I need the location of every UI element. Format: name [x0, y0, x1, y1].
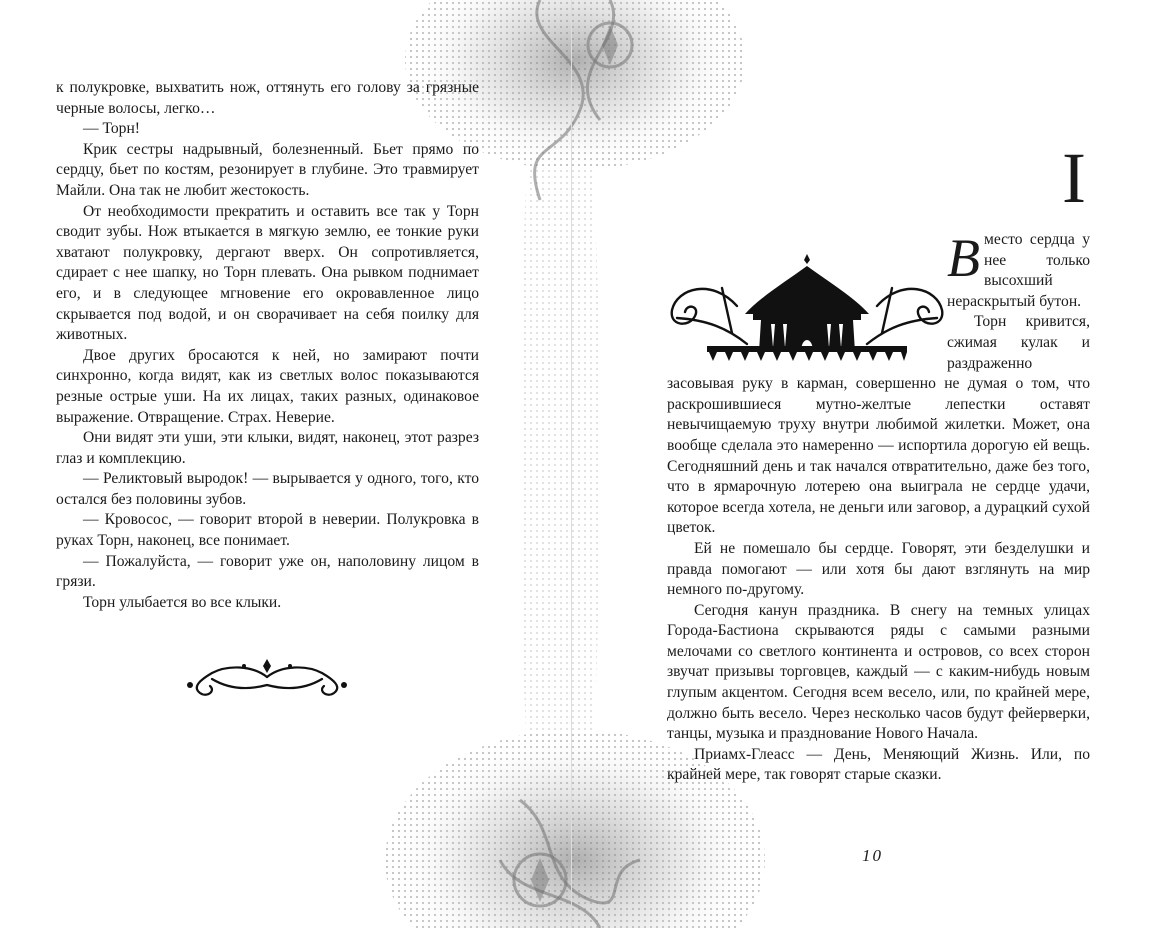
- paragraph: Приамх-Глеасс — День, Меняющий Жизнь. Или, по крайней мере, так говорят старые сказки.: [667, 745, 1090, 784]
- paragraph: Торн улыбается во все клыки.: [83, 593, 282, 611]
- paragraph: Сегодня канун праздника. В снегу на темных улицах Города-Бастиона скрываются ряды с самыми разными мелочами со светлого континента и островов, со всех сторон звучат призывы торговцев, каждый — с каким-нибудь новым глупым акцентом. Сегодня всем весело, или, по крайней мере, должно быть весело. Через несколько часов будут фейерверки, танцы, музыка и празднование Нового Начала.: [667, 601, 1090, 743]
- right-page-text: [667, 230, 1090, 786]
- right-page: [572, 0, 1151, 928]
- left-page-text: [56, 78, 479, 613]
- paragraph: — Пожалуйста, — говорит уже он, наполовину лицом в грязи.: [56, 552, 479, 591]
- paragraph: От необходимости прекратить и оставить все так у Торн сводит зубы. Нож втыкается в мягкую землю, ее тонкие руки хватают полукровку, дергают вверх. Он сопротивляется, сдирает с нее шапку, но Торн плевать. Она рывком поднимает его, и в следующее мгновение его окровавленное лицо скрывается под водой, и он сворачивает на себя поилку для животных.: [56, 202, 479, 344]
- page-number: 10: [862, 846, 883, 865]
- left-page: [0, 0, 572, 928]
- paragraph: — Торн!: [83, 120, 140, 138]
- first-paragraph-text: место сердца у нее только высохший нераскрытый бутон.: [947, 231, 1090, 310]
- paragraph: Они видят эти уши, эти клыки, видят, наконец, этот разрез глаз и комплекцию.: [56, 429, 479, 467]
- paragraph: Двое других бросаются к ней, но замирают почти синхронно, когда видят, как из светлых волос показываются резные острые уши. На их лицах, таких разных, одинаковое выражение. Отвращение. Страх. Неверие.: [56, 346, 479, 426]
- emblem-wrap-space: [667, 230, 947, 370]
- paragraph: Торн кривится, сжимая кулак и раздраженно засовывая руку в карман, совершенно не думая о том, что раскрошившиеся мутно-желтые лепестки оставят невычищаемую труху внутри любимой жилетки. Может, она вообще сделала это намеренно — испортила дорогую ей вещь. Сегодняшний день и так начался отвратительно, даже без того, что в ярмарочную лотерею она выиграла не сердце удачи, которое всегда хотела, не деньги или заговор, а дурацкий сухой цветок.: [667, 313, 1090, 537]
- paragraph: Ей не помешало бы сердце. Говорят, эти безделушки и правда помогают — или хотя бы дают взглянуть на мир немного по-другому.: [667, 539, 1090, 599]
- drop-cap: В: [947, 228, 980, 288]
- scroll-divider-ornament: [182, 655, 352, 701]
- paragraph: — Реликтовый выродок! — вырывается у одного, того, кто остался без половины зубов.: [56, 470, 479, 508]
- paragraph: — Кровосос, — говорит второй в неверии. Полукровка в руках Торн, наконец, все понимает.: [56, 511, 479, 550]
- chapter-number: I: [1062, 138, 1086, 218]
- paragraph: к полукровке, выхватить нож, оттянуть его голову за грязные черные волосы, легко…: [56, 79, 479, 117]
- paragraph: Крик сестры надрывный, болезненный. Бьет прямо по сердцу, бьет по костям, резонирует в глубине. Это травмирует Майли. Она так не любит жестокость.: [56, 140, 479, 199]
